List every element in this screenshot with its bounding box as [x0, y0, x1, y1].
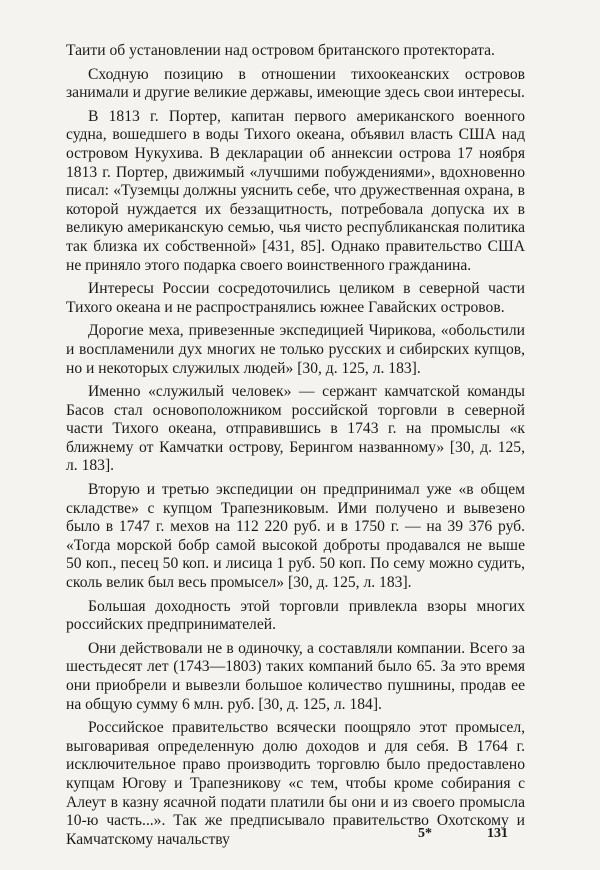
paragraph: Большая доходность этой торговли привлекла взоры многих российских предпринимателей.: [66, 597, 525, 634]
paragraph: Они действовали не в одиночку, а составляли компании. Всего за шестьдесят лет (1743—1803) таких компаний было 65. За это время они приобрели и вывезли большое количество пушнины, продав ее на общую сумму 6 млн. руб. [30, д. 125, л. 184].: [66, 639, 525, 713]
paragraph: Сходную позицию в отношении тихоокеанских островов занимали и другие великие державы, имеющие здесь свои интересы.: [66, 65, 525, 102]
page-number: 131: [487, 826, 508, 841]
body-text: [66, 42, 525, 854]
paragraph: В 1813 г. Портер, капитан первого американского военного судна, вошедшего в воды Тихого океана, объявил власть США над островом Нукухива. В декларации об аннексии острова 17 ноября 1813 г. Портер, движимый «лучшими побуждениями», вдохновенно писал: «Туземцы должны уяснить себе, что дружественная охрана, в которой нуждается их беззащитность, потребовала допуска их в великую американскую семью, чья чисто республиканская политика так близка их собственной» [431, 85]. Однако правительство США не приняло этого подарка своего воинственного гражданина.: [66, 107, 525, 274]
paragraph: Именно «служилый человек» — сержант камчатской команды Басов стал основоположником российской торговли в северной части Тихого океана, отправившись в 1743 г. на промыслы «к ближнему от Камчатки острову, Берингом названному» [30, д. 125, л. 183].: [66, 383, 525, 475]
paragraph: Российское правительство всячески поощряло этот промысел, выговаривая определенную долю доходов и для себя. В 1764 г. исключительное право производить торговлю было предоставлено купцам Югову и Трапезникову «с тем, чтобы кроме собирания с Алеут в казну ясачной подати платили бы они и из своего промысла 10-ю часть...». Так же предписывало правительство Охотскому и Камчатскому начальству: [66, 719, 525, 848]
paragraph: Дорогие меха, привезенные экспедицией Чирикова, «обольстили и воспламенили дух многих не только русских и сибирских купцов, но и некоторых служилых людей» [30, д. 125, л. 183].: [66, 322, 525, 377]
paragraph: Вторую и третью экспедиции он предпринимал уже «в общем складстве» с купцом Трапезниковым. Ими получено и вывезено было в 1747 г. мехов на 112 220 руб. и в 1750 г. — на 39 376 руб. «Тогда морской бобр самой высокой доброты продавался не выше 50 коп., песец 50 коп. и лисица 1 руб. 50 коп. По сему можно судить, сколь велик был весь промысел» [30, д. 125, л. 183].: [66, 481, 525, 592]
paragraph: Таити об установлении над островом британского протектората.: [66, 42, 495, 59]
printer-signature: 5*: [418, 826, 432, 841]
paragraph: Интересы России сосредоточились целиком в северной части Тихого океана и не распространялись южнее Гавайских островов.: [66, 280, 525, 316]
